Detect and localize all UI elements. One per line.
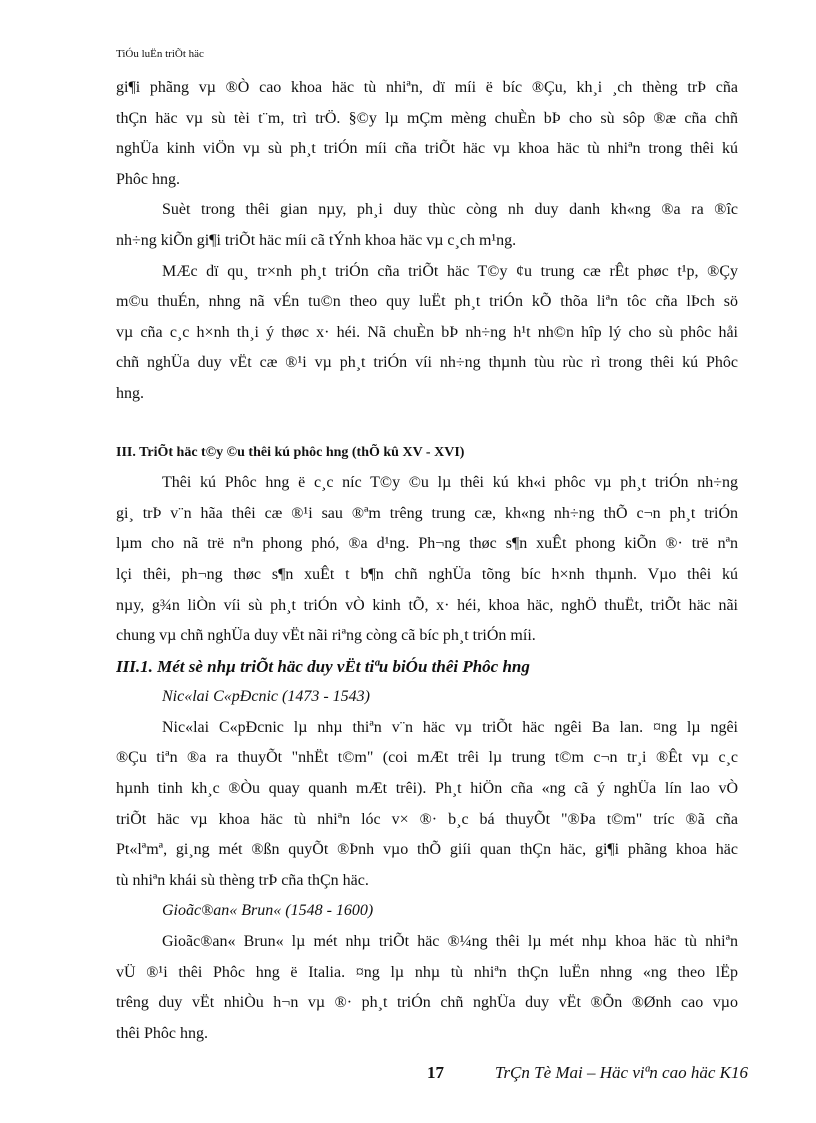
text-line: gi¸ trÞ v¨n hãa thêi cæ ®¹i sau ®ªm trêng trung cæ, kh«ng nh÷ng thÕ c¬n ph¸t triÓn [116, 504, 738, 522]
text-line: Gioãc®an« Brun« lµ mét nhµ triÕt häc ®¼ng thêi lµ mét nhµ khoa häc tù nhiªn [162, 933, 738, 951]
person-heading: Gioãc®an« Brun« (1548 - 1600) [162, 902, 374, 920]
section-heading: III. TriÕt häc t©y ©u thêi kú phôc hng (thÕ kû XV - XVI) [116, 444, 465, 460]
subsection-heading: III.1. Mét sè nhµ triÕt häc duy vËt tiªu biÓu thêi Phôc hng [116, 656, 530, 676]
page-footer [0, 1058, 816, 1088]
running-header: TiÓu luËn triÕt häc [116, 48, 204, 60]
text-line: Phôc hng. [116, 170, 180, 188]
person-heading: Nic«lai C«pÐcnic (1473 - 1543) [162, 688, 370, 706]
text-line: chñ nghÜa duy vËt cæ ®¹i vµ ph¸t triÓn víi nh÷ng thµnh tùu rùc rì trong thêi kú Phôc [116, 354, 738, 372]
text-line: triÕt häc vµ khoa häc tù nhiªn lóc v× ®· b¸c bá thuyÕt "®Þa t©m" tríc ®ã cña [116, 810, 738, 828]
page-number: 17 [427, 1063, 444, 1082]
text-line: Pt«lªmª, gi¸ng mét ®ßn quyÕt ®Þnh vµo thÕ giíi quan thÇn häc, gi¶i phãng khoa häc [116, 841, 738, 859]
text-line: gi¶i phãng vµ ®Ò cao khoa häc tù nhiªn, dï míi ë bíc ®Çu, kh¸i ¸ch thèng trÞ cña [116, 79, 738, 96]
text-line: lçi thêi, ph¬ng thøc s¶n xuÊt t b¶n chñ nghÜa tõng bíc h×nh thµnh. Vµo thêi kú [116, 565, 738, 583]
footer-author: TrÇn Tè Mai – Häc viªn cao häc K16 [494, 1063, 748, 1082]
text-line: hng. [116, 384, 144, 402]
text-line: m©u thuÉn, nhng nã vÉn tu©n theo quy luËt ph¸t triÓn kÕ thõa liªn tôc cña lÞch sö [116, 293, 738, 311]
text-line: vÜ ®¹i thêi Phôc hng ë Italia. ¤ng lµ nhµ tù nhiªn thÇn luËn nhng «ng theo lËp [116, 963, 738, 981]
text-line: nµy, g¾n liÒn víi sù ph¸t triÓn vÒ kinh tÕ, x· héi, khoa häc, nghÖ thuËt, triÕt häc nãi [116, 596, 738, 614]
text-line: Thêi kú Phôc hng ë c¸c níc T©y ©u lµ thêi kú kh«i phôc vµ ph¸t triÓn nh÷ng [162, 474, 738, 492]
text-line: thêi Phôc hng. [116, 1024, 208, 1042]
text-line: nh÷ng kiÕn gi¶i triÕt häc míi cã tÝnh khoa häc vµ c¸ch m¹ng. [116, 231, 517, 249]
text-line: chung vµ chñ nghÜa duy vËt nãi riªng còng cã bíc ph¸t triÓn míi. [116, 627, 536, 645]
text-line: thÇn häc vµ sù tèi t¨m, trì trÖ. §©y lµ mÇm mèng chuÈn bÞ cho sù sôp ®æ cña chñ [116, 109, 738, 127]
text-line: tù nhiªn khái sù thèng trÞ cña thÇn häc. [116, 871, 369, 889]
text-line: MÆc dï qu¸ tr×nh ph¸t triÓn cña triÕt häc T©y ¢u trung cæ rÊt phøc t¹p, ®Çy [162, 262, 738, 280]
document-body [116, 73, 738, 1049]
text-line: lµm cho nã trë nªn phong phó, ®a d¹ng. Ph¬ng thøc s¶n xuÊt phong kiÕn ®· trë nªn [116, 535, 738, 553]
text-line: nghÜa kinh viÖn vµ sù ph¸t triÓn míi cña triÕt häc vµ khoa häc tù nhiªn trong thêi kú [116, 140, 738, 158]
text-line: ®Çu tiªn ®a ra thuyÕt "nhËt t©m" (coi mÆt trêi lµ trung t©m c¬n tr¸i ®Êt vµ c¸c [116, 749, 738, 767]
text-line: hµnh tinh kh¸c ®Òu quay quanh mÆt trêi). Ph¸t hiÖn cña «ng cã ý nghÜa lín lao vÒ [116, 780, 738, 798]
text-line: Nic«lai C«pÐcnic lµ nhµ thiªn v¨n häc vµ triÕt häc ngêi Ba lan. ¤ng lµ ngêi [162, 718, 738, 736]
text-line: vµ cña c¸c h×nh th¸i ý thøc x· héi. Nã chuÈn bÞ nh÷ng h¹t nh©n hîp lý cho sù phôc håi [116, 323, 738, 341]
text-line: Suèt trong thêi gian nµy, ph¸i duy thùc còng nh duy danh kh«ng ®a ra ®îc [162, 201, 738, 219]
text-line: trêng duy vËt nhiÒu h¬n vµ ®· ph¸t triÓn chñ nghÜa duy vËt ®Õn ®Ønh cao vµo [116, 994, 738, 1012]
